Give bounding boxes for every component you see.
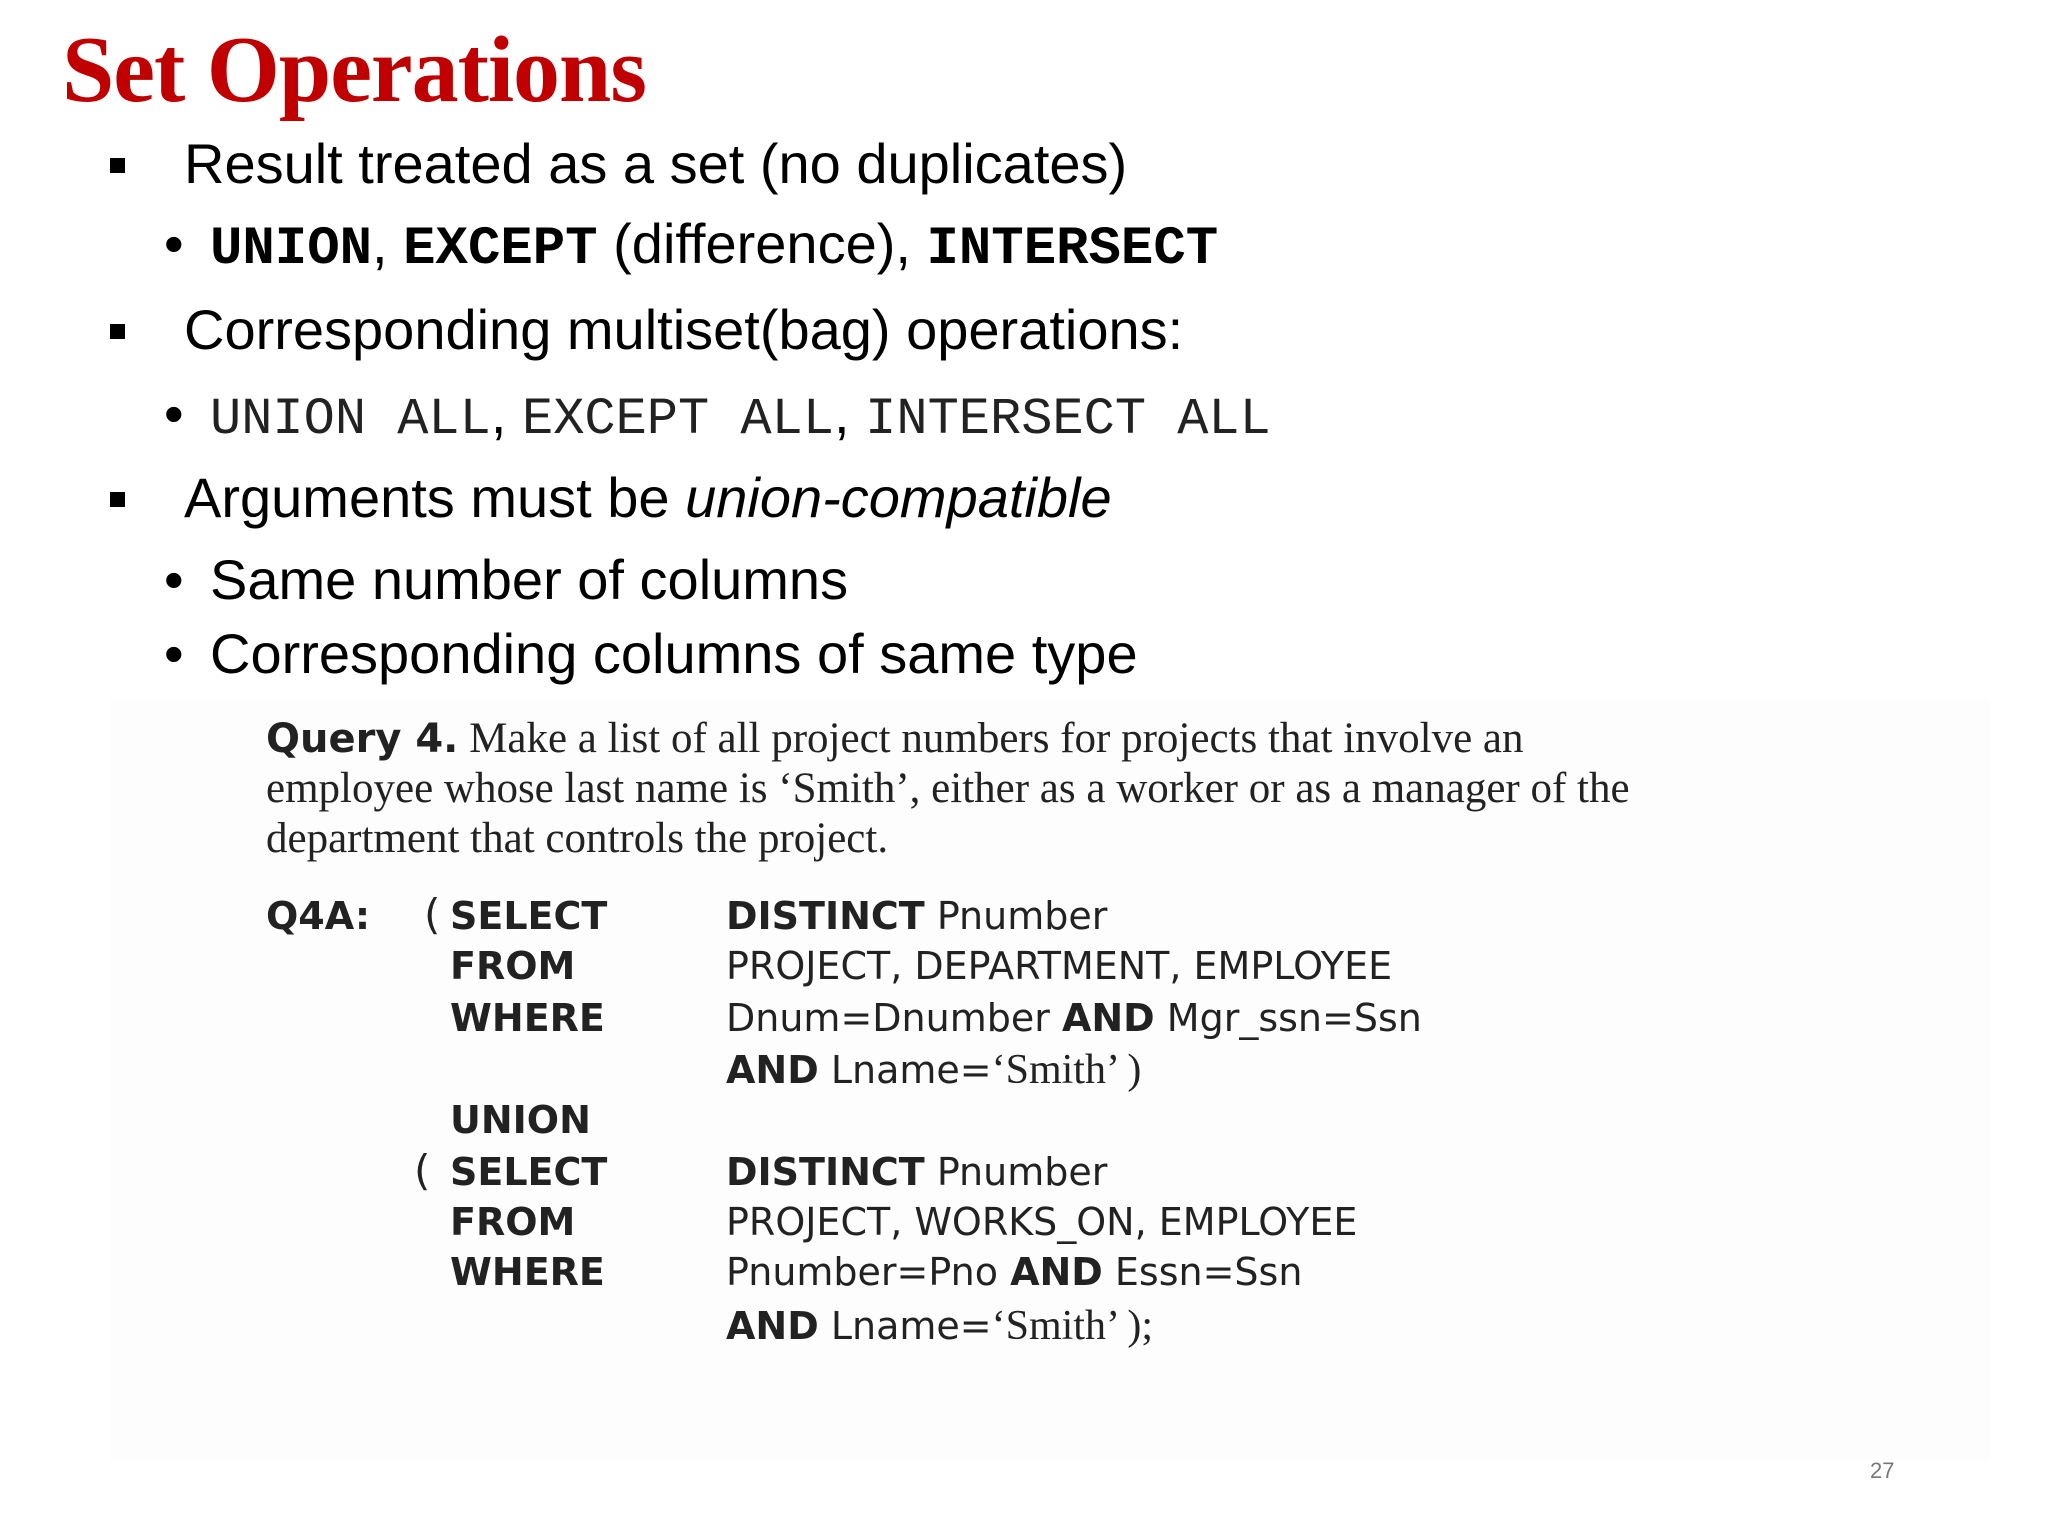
difference-text: (difference), <box>597 212 927 275</box>
query-description-line3: department that controls the project. <box>266 815 889 862</box>
union-keyword-sql: UNION <box>450 1098 591 1142</box>
where-clause-1-cont <box>726 1046 1141 1094</box>
separator: , <box>372 212 404 275</box>
condition: Mgr_ssn=Ssn <box>1154 996 1422 1040</box>
sub-bullet-dot: • <box>164 548 184 611</box>
paren-open: ( <box>414 1146 431 1195</box>
intersect-all-keyword: INTERSECT ALL <box>865 390 1271 449</box>
q4a-label: Q4A: <box>266 894 371 938</box>
query-description-line2: employee whose last name is ‘Smith’, either as a worker or as a manager of the <box>266 765 1630 812</box>
except-all-keyword: EXCEPT ALL <box>521 390 835 449</box>
separator: , <box>834 382 866 445</box>
string-literal: ‘Smith’ ) <box>991 1047 1142 1093</box>
sub-bullet-bag-ops <box>210 382 1271 452</box>
page-number: 27 <box>1870 1458 1895 1483</box>
bullet-marker <box>110 324 125 339</box>
from-clause-2: PROJECT, WORKS_ON, EMPLOYEE <box>726 1200 1358 1244</box>
column-name: Pnumber <box>924 894 1108 938</box>
where-clause-2 <box>726 1250 1302 1294</box>
paren-open: ( <box>424 890 441 939</box>
and-keyword: AND <box>726 1304 819 1348</box>
separator: , <box>490 382 522 445</box>
sub-bullet-same-columns: Same number of columns <box>210 548 849 611</box>
select-keyword: SELECT <box>450 1150 608 1194</box>
except-keyword: EXCEPT <box>403 219 598 280</box>
where-keyword: WHERE <box>450 996 605 1040</box>
bullet-multiset: Corresponding multiset(bag) operations: <box>184 298 1184 361</box>
select-clause-1 <box>726 894 1107 938</box>
sub-bullet-dot: • <box>164 382 184 445</box>
query-description-line1 <box>266 714 1966 764</box>
bullet-result-set: Result treated as a set (no duplicates) <box>184 132 1128 195</box>
union-keyword: UNION <box>210 219 373 280</box>
query-text: Make a list of all project numbers for projects that involve an <box>458 715 1524 762</box>
condition: Dnum=Dnumber <box>726 996 1062 1040</box>
condition: Lname= <box>818 1304 992 1348</box>
from-keyword: FROM <box>450 944 576 988</box>
from-clause-1: PROJECT, DEPARTMENT, EMPLOYEE <box>726 944 1393 988</box>
bullet-union-compatible <box>184 466 1112 530</box>
sub-bullet-dot: • <box>164 212 184 275</box>
distinct-keyword: DISTINCT <box>726 894 925 938</box>
where-keyword: WHERE <box>450 1250 605 1294</box>
and-keyword: AND <box>1010 1250 1103 1294</box>
where-clause-2-cont <box>726 1302 1153 1350</box>
condition: Lname= <box>818 1048 992 1092</box>
condition: Pnumber=Pno <box>726 1250 1011 1294</box>
column-name: Pnumber <box>924 1150 1108 1194</box>
query-label: Query 4. <box>266 716 459 762</box>
sub-bullet-dot: • <box>164 622 184 685</box>
select-clause-2 <box>726 1150 1107 1194</box>
condition: Essn=Ssn <box>1102 1250 1303 1294</box>
sub-bullet-same-type: Corresponding columns of same type <box>210 622 1138 685</box>
string-literal: ‘Smith’ ); <box>991 1303 1154 1349</box>
bullet-marker <box>110 158 125 173</box>
bullet-text: Arguments must be <box>184 466 686 529</box>
sub-bullet-set-ops <box>210 212 1218 282</box>
and-keyword: AND <box>1061 996 1155 1040</box>
where-clause-1 <box>726 996 1422 1040</box>
slide-title: Set Operations <box>62 18 646 122</box>
select-keyword: SELECT <box>450 894 608 938</box>
distinct-keyword: DISTINCT <box>726 1150 925 1194</box>
intersect-keyword: INTERSECT <box>926 219 1219 280</box>
bullet-marker <box>110 492 125 507</box>
union-all-keyword: UNION ALL <box>210 390 491 449</box>
and-keyword: AND <box>726 1048 819 1092</box>
union-compatible-term: union-compatible <box>685 466 1112 529</box>
from-keyword: FROM <box>450 1200 576 1244</box>
